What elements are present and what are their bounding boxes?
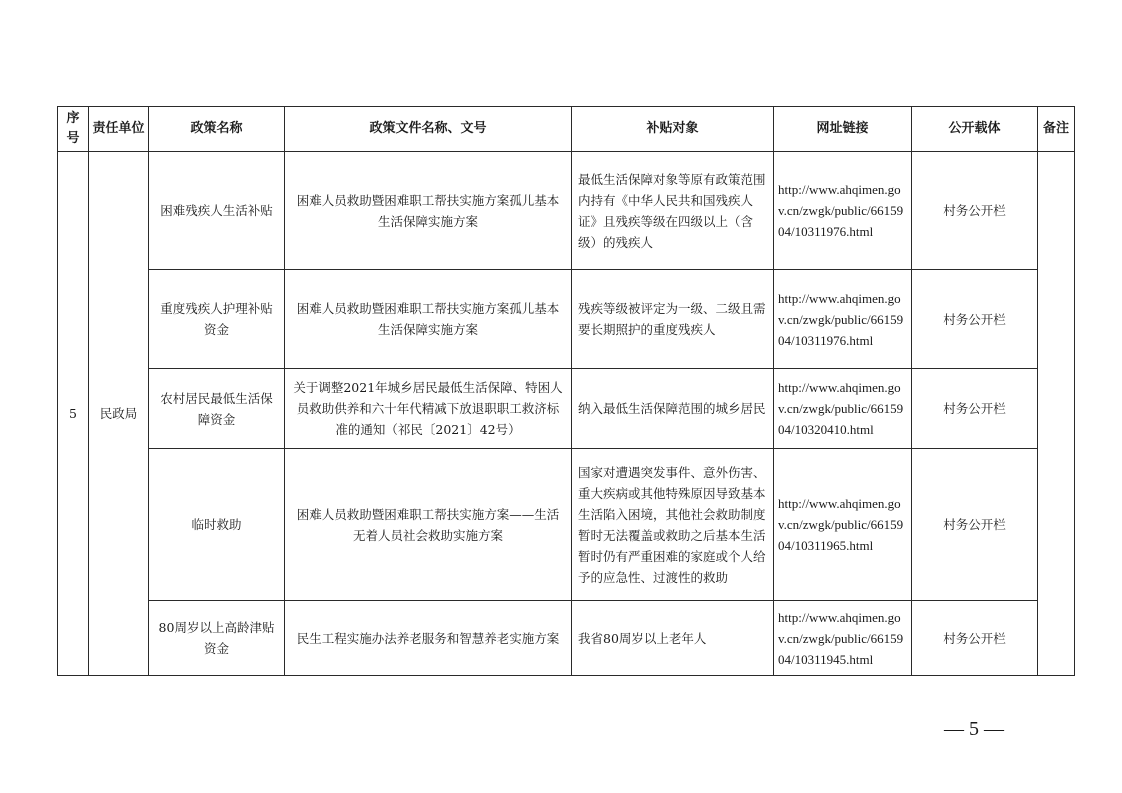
header-unit: 责任单位: [89, 107, 149, 152]
url-link[interactable]: http://www.ahqimen.gov.cn/zwgk/public/6615904/10311945.html: [774, 601, 912, 676]
target-cell: 残疾等级被评定为一级、二级且需要长期照护的重度残疾人: [572, 270, 774, 369]
table-row: [58, 369, 1075, 449]
policy-name-cell: 重度残疾人护理补贴资金: [149, 270, 285, 369]
carrier-cell: 村务公开栏: [912, 270, 1038, 369]
header-policy-name: 政策名称: [149, 107, 285, 152]
url-link[interactable]: http://www.ahqimen.gov.cn/zwgk/public/6615904/10311965.html: [774, 449, 912, 601]
doc-name-cell: 困难人员救助暨困难职工帮扶实施方案孤儿基本生活保障实施方案: [285, 270, 572, 369]
carrier-cell: 村务公开栏: [912, 601, 1038, 676]
doc-name-cell: 困难人员救助暨困难职工帮扶实施方案——生活无着人员社会救助实施方案: [285, 449, 572, 601]
policy-name-cell: 80周岁以上高龄津贴资金: [149, 601, 285, 676]
carrier-cell: 村务公开栏: [912, 152, 1038, 270]
page-number: — 5 —: [944, 718, 1004, 740]
carrier-cell: 村务公开栏: [912, 369, 1038, 449]
policy-name-cell: 农村居民最低生活保障资金: [149, 369, 285, 449]
table-row: [58, 449, 1075, 601]
group-seq-cell: 5: [58, 152, 89, 676]
target-cell: 最低生活保障对象等原有政策范围内持有《中华人民共和国残疾人证》且残疾等级在四级以上（含级）的残疾人: [572, 152, 774, 270]
doc-name-cell: 民生工程实施办法养老服务和智慧养老实施方案: [285, 601, 572, 676]
url-link[interactable]: http://www.ahqimen.gov.cn/zwgk/public/6615904/10320410.html: [774, 369, 912, 449]
group-unit-cell: 民政局: [89, 152, 149, 676]
policy-name-cell: 临时救助: [149, 449, 285, 601]
policy-table: [57, 106, 1075, 676]
url-link[interactable]: http://www.ahqimen.gov.cn/zwgk/public/6615904/10311976.html: [774, 270, 912, 369]
url-link[interactable]: http://www.ahqimen.gov.cn/zwgk/public/6615904/10311976.html: [774, 152, 912, 270]
carrier-cell: 村务公开栏: [912, 449, 1038, 601]
target-cell: 纳入最低生活保障范围的城乡居民: [572, 369, 774, 449]
table-row: [58, 601, 1075, 676]
header-seq: 序号: [58, 107, 89, 152]
doc-name-cell: 关于调整2021年城乡居民最低生活保障、特困人员救助供养和六十年代精减下放退职职工救济标准的通知（祁民〔2021〕42号）: [285, 369, 572, 449]
target-cell: 我省80周岁以上老年人: [572, 601, 774, 676]
header-url: 网址链接: [774, 107, 912, 152]
policy-name-cell: 困难残疾人生活补贴: [149, 152, 285, 270]
target-cell: 国家对遭遇突发事件、意外伤害、重大疾病或其他特殊原因导致基本生活陷入困境，其他社会救助制度暂时无法覆盖或救助之后基本生活暂时仍有严重困难的家庭或个人给予的应急性、过渡性的救助: [572, 449, 774, 601]
remark-cell: [1038, 152, 1075, 676]
header-doc-name: 政策文件名称、文号: [285, 107, 572, 152]
table-header-row: [58, 107, 1075, 152]
header-carrier: 公开载体: [912, 107, 1038, 152]
header-target: 补贴对象: [572, 107, 774, 152]
header-remark: 备注: [1038, 107, 1075, 152]
table-row: [58, 270, 1075, 369]
doc-name-cell: 困难人员救助暨困难职工帮扶实施方案孤儿基本生活保障实施方案: [285, 152, 572, 270]
table-row: [58, 152, 1075, 270]
